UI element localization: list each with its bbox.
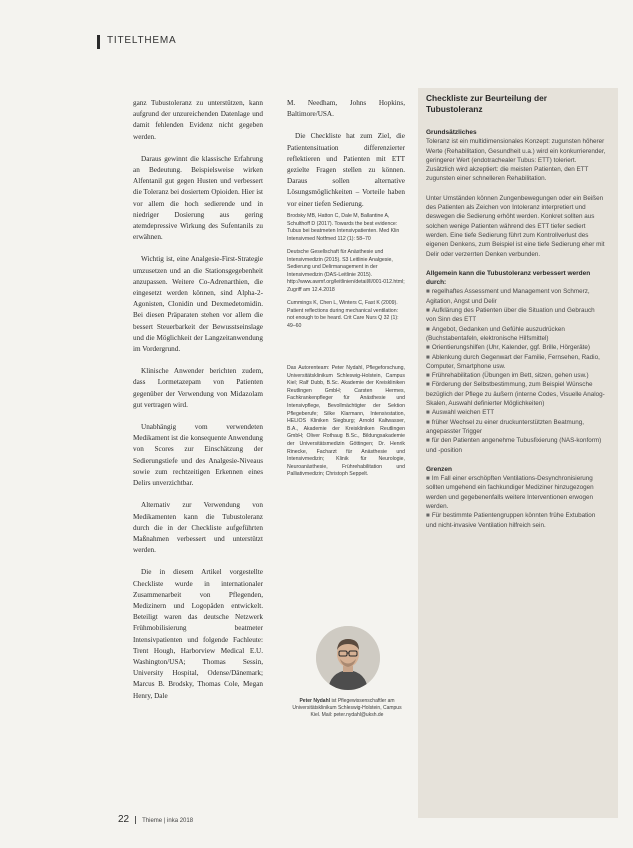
bullet-icon: ■ — [426, 418, 430, 426]
article-paragraph: M. Needham, Johns Hopkins, Baltimore/USA. — [287, 99, 405, 119]
sidebar-heading: Allgemein kann die Tubustoleranz verbessert werden durch: — [426, 269, 591, 287]
bullet-icon: ■ — [426, 437, 430, 445]
sidebar-paragraph: Toleranz ist ein multidimensionales Konzept: zugunsten höherer Werte (Rehabilitation, Gesundheit u.a.) wird ein konkurrierender, geringerer Wert (endotrachealer Tubus: ETT) toleriert. Zusätzlich wird akzeptiert: die meisten Patienten, den ETT zugunsten einer schnelleren Rehabilitation. — [426, 138, 606, 183]
list-item: ■ Aufklärung des Patienten über die Situation und Gebrauch von Sinn des ETT — [426, 307, 595, 324]
list-item: ■ Förderung der Selbstbestimmung, zum Beispiel Wünsche bezüglich der Pflege zu äußern (interne Codes, Visuelle Analog-Skalen, Auswahl definierter Möglichkeiten) — [426, 381, 605, 408]
sidebar-heading: Grenzen — [426, 465, 453, 473]
list-item: ■ Orientierungshilfen (Uhr, Kalender, ggf. Brille, Hörgeräte) — [426, 344, 591, 352]
article-paragraph: Unabhängig vom verwendeten Medikament ist die konsequente Anwendung von Scores zur Einschätzung der Sedierungstiefe und des Analgesie-Niveaus sowie zum rechtzeitigen Erkennen eines Delirs unverzichtbar. — [133, 423, 263, 488]
list-item: ■ für den Patienten angenehme Tubusfixierung (NAS-konform) und -position — [426, 437, 602, 454]
bullet-icon: ■ — [426, 512, 430, 520]
author-team: Das Autorenteam: Peter Nydahl, Pflegeforschung, Universitätsklinikum Schleswig-Holstein, Campus Kiel; Ralf Dubb, B.Sc. Akademie der Kreiskliniken Reutlingen GmbH; Carsten Hermes, Fachkrankenpfleger für Anästhesie und Intensivpflege, Bevollmächtigter der Sektion Pflegeberufe; Silke Klarmann, Intensivstation, HELIOS Kliniken Siegburg; Arnold Kaltwasser, B.A., Akademie der Kreiskliniken Reutlingen GmbH; Oliver Rothaug B.Sc., Bildungsakademie der Universitätsmedizin Göttingen; Dr. Henrik Rinecke, Facharzt für Anästhesie und Intensivmedizin; Klinik für Neurologie, Neuroanästhesie, Frührehabilitation und Palliativmedizin; Christoph Seppelt. — [287, 365, 405, 478]
page-footer — [118, 814, 193, 825]
article-column-middle — [287, 98, 405, 221]
bullet-icon: ■ — [426, 372, 430, 380]
limits-items — [426, 474, 606, 530]
sidebar-title: Checkliste zur Beurteilung der Tubustoleranz — [426, 93, 547, 114]
bullet-icon: ■ — [426, 475, 430, 483]
bullet-icon: ■ — [426, 325, 430, 333]
bullet-icon: ■ — [426, 381, 430, 389]
photo-caption — [292, 698, 402, 719]
bullet-icon: ■ — [426, 353, 430, 361]
checklist-items — [426, 287, 606, 454]
list-item: ■ Auswahl weichen ETT — [426, 409, 495, 417]
list-item: ■ früher Wechsel zu einer druckunterstützten Beatmung, angepasster Trigger — [426, 418, 584, 435]
sidebar-paragraph: Unter Umständen können Zungenbewegungen oder ein Beißen des Patienten als Zeichen von Intoleranz interpretiert und deswegen die Sedierung erhöht werden. Konkret sollten aus solchen wenige Patienten während des ETT tiefer sediert werden. Eine tiefe Sedierung führt zum Kontrollverlust des eigenen Denkens, zum Beispiel ist eine tiefe Sedierung eher mit Delir oder verzerrten Denken verbunden. — [426, 194, 605, 258]
article-paragraph: Daraus gewinnt die klassische Erfahrung an Bedeutung. Beispielsweise wirken Alfentanil gut gegen Husten und verbessert die Toleranz bei dosiertem Opioiden. Hier ist vor allem die hoch sedierende und in niedriger Dosierung aus gering atemdepressive Wirkung des Sufentanils zu erwähnen. — [133, 154, 263, 242]
article-paragraph: ganz Tubustoleranz zu unterstützen, kann aufgrund der unzureichenden Datenlage und damit fehlenden Evidenz nicht gegeben werden. — [133, 99, 263, 141]
bullet-icon: ■ — [426, 307, 430, 315]
article-paragraph: Alternativ zur Verwendung von Medikamenten kann die Tubustoleranz durch die in der Checkliste aufgeführten Maßnahmen verbessert und unterstützt werden. — [133, 501, 263, 555]
caption-text: ist Pflegewissenschaftler am Universitätsklinikum Schleswig-Holstein, Campus Kiel. Mail: peter.nydahl@uksh.de — [292, 698, 402, 718]
section-label: TITELTHEMA — [107, 35, 177, 46]
bullet-icon: ■ — [426, 288, 430, 296]
article-paragraph: Die in diesem Artikel vorgestellte Checkliste wurde in internationaler Zusammenarbeit von Pflegenden, Medizinern und Logopäden entwickelt. Beteiligt waren das deutsche Netzwerk Frühmobilisierung beatmeter Intensivpatienten und folgende Fachleute: Trent Hough, Harborview Medical E.U. Washington/USA; Thomas Sessin, University Hospital, Odense/Dänemark; Marcus B. Brodsky, Thomas Cole, Megan Henry, Dale — [133, 568, 263, 700]
footer-divider — [135, 816, 136, 824]
caption-name: Peter Nydahl — [299, 698, 331, 704]
author-photo — [316, 626, 380, 690]
reference-item: Deutsche Gesellschaft für Anästhesie und Intensivmedizin (2015). S3 Leitlinie Analgesie, Sedierung und Delirmanagement in der Intensivmedizin (DAS-Leitlinie 2015). http://www.awmf.org/leitlinien/detail/ll/001-012.html; Zugriff am 12.4.2018 — [287, 249, 405, 293]
article-paragraph: Klinische Anwender berichten zudem, dass Lormetazepam von Patienten gegenüber der Verwendung von Midazolam gut vertragen wird. — [133, 367, 263, 409]
list-item: ■ Frührehabilitation (Übungen im Bett, sitzen, gehen usw.) — [426, 372, 589, 380]
sidebar-heading: Grundsätzliches — [426, 129, 477, 136]
list-item: ■ Angebot, Gedanken und Gefühle auszudrücken (Buchstabentafeln, elektronische Hilfsmittel) — [426, 325, 565, 342]
publication-name: Thieme | inka 2018 — [142, 818, 194, 824]
reference-item: Brodsky MB, Hatton C, Dale M, Ballantine A, Schulthoff D (2017). Towards the best evidence: Tubus bei beatmeten Intensivpatienten. Med Klin Intensivmed Notfmed 112 (1): 58–70 — [287, 213, 400, 242]
list-item: ■ regelhaftes Assessment und Management von Schmerz, Agitation, Angst und Delir — [426, 288, 590, 305]
list-item: ■ Für bestimmte Patientengruppen könnten frühe Extubation und nicht-invasive Ventilation hilfreich sein. — [426, 512, 596, 529]
header-rule — [97, 35, 100, 49]
sidebar-body — [426, 128, 606, 530]
page-number: 22 — [118, 814, 130, 825]
article-column-left — [133, 98, 263, 713]
article-paragraph: Wichtig ist, eine Analgesie-First-Strategie umzusetzen und an die Stationsgegebenheit anzupassen. Weitere Co-Adrenarthien, die eingesetzt werden können, sind Alpha-2-Agonisten, Clonidin und Dexmedetomidin. Bei diesen Präparaten stehen vor allem die bessert Steuerbarkeit der Bewusstseinslage und die Möglichkeit der Langzeitanwendung im Vordergrund. — [133, 255, 263, 354]
article-paragraph: Die Checkliste hat zum Ziel, die Patientensituation differenzierter reflektieren und Patienten mit ETT gezielte Fragen stellen zu können. Daraus sollen alternative Lösungsmöglichkeiten – Vorteile haben vor einer tiefen Sedierung. — [287, 132, 405, 208]
bullet-icon: ■ — [426, 344, 430, 352]
list-item: ■ Im Fall einer erschöpften Ventilations-Desynchronisierung sollten umgehend ein fachkundiger Mediziner hinzugezogen werden und gegebenenfalls weitere Interventionen erwogen werden. — [426, 475, 594, 510]
references — [287, 213, 405, 336]
list-item: ■ Ablenkung durch Gegenwart der Familie, Fernsehen, Radio, Computer, Smartphone usw. — [426, 353, 600, 370]
reference-item: Cummings K, Chen L, Winters C, Fast K (2009). Patient reflections during mechanical ventilation: not enough to be heard. Crit Care Nurs Q 32 (1): 49–60 — [287, 300, 399, 329]
bullet-icon: ■ — [426, 409, 430, 417]
author-portrait-image — [316, 626, 380, 690]
